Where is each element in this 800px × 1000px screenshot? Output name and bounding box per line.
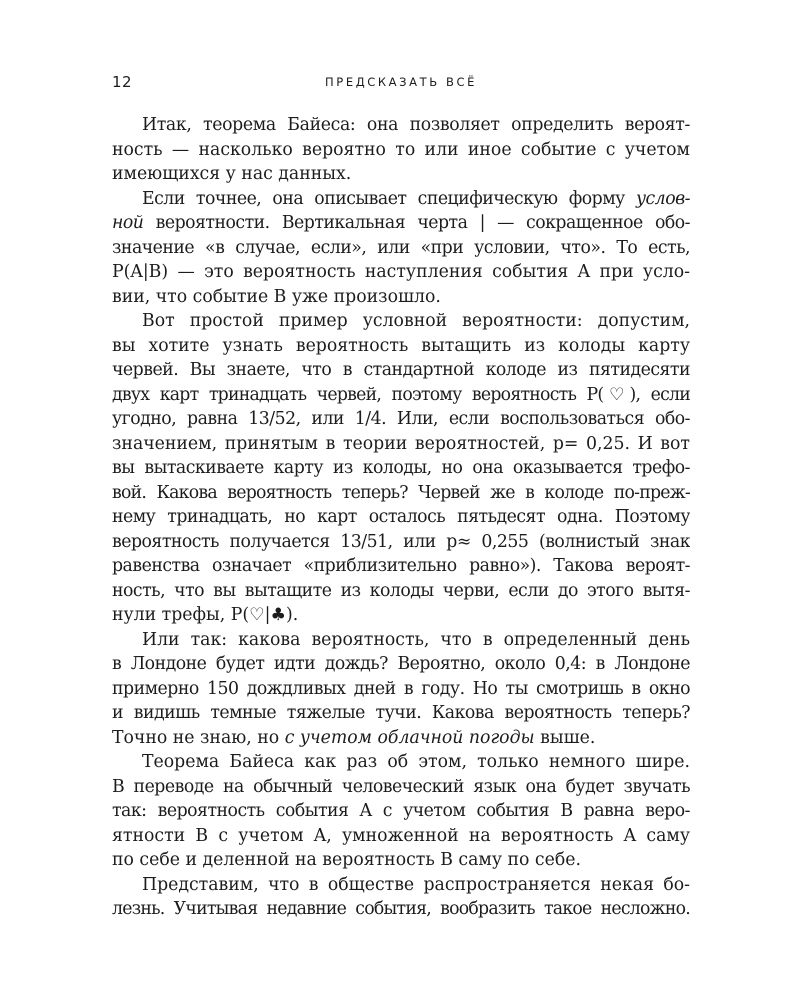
text-line: и видишь темные тяжелые тучи. Какова вероятность теперь?: [112, 703, 690, 723]
text-line: нему тринадцать, но карт осталось пятьдесят одна. Поэтому: [112, 507, 690, 527]
text-line: лезнь. Учитывая недавние события, вообразить такое несложно.: [112, 899, 690, 919]
text-line: нули трефы, P(♡|♣).: [112, 605, 299, 625]
page-number: 12: [112, 73, 133, 91]
text-line: вы вытаскиваете карту из колоды, но она оказывается трефо-: [112, 458, 690, 478]
text-line: ность, что вы вытащите из колоды черви, если до этого вытя-: [112, 580, 690, 601]
italic-term: ной: [112, 213, 144, 233]
text-line: Итак, теорема Байеса: она позволяет определить вероят-: [142, 115, 690, 135]
italic-term: услов-: [635, 188, 690, 209]
text-line: вой. Какова вероятность теперь? Червей же в колоде по-преж-: [112, 482, 690, 503]
text-line: значение «в случае, если», или «при условии, что». То есть,: [112, 237, 690, 258]
text-line: ятности B с учетом A, умноженной на вероятность A саму: [112, 825, 690, 846]
text-line: вероятность получается 13/51, или p≈ 0,255 (волнистый знак: [112, 531, 690, 552]
book-title: ПРЕДСКАЗАТЬ ВСЁ: [325, 75, 477, 89]
text-line: двух карт тринадцать червей, поэтому вероятность P(♡), если: [112, 384, 690, 405]
text-line: В переводе на обычный человеческий язык она будет звучать: [112, 776, 690, 797]
running-head: [112, 73, 690, 95]
text-line: в Лондоне будет идти дождь? Вероятно, около 0,4: в Лондоне: [112, 654, 690, 674]
text-line: примерно 150 дождливых дней в году. Но ты смотришь в окно: [112, 678, 690, 699]
text-line: значением, принятым в теории вероятностей, p= 0,25. И вот: [112, 433, 690, 454]
text-line: Точно не знаю, но с учетом облачной погоды выше.: [112, 727, 596, 748]
text-line: вы хотите узнать вероятность вытащить из колоды карту: [112, 335, 690, 356]
text-line: P(A|B) — это вероятность наступления события A при усло-: [112, 262, 690, 282]
text-line: червей. Вы знаете, что в стандартной колоде из пятидесяти: [112, 360, 690, 380]
text-line: вии, что событие B уже произошло.: [112, 286, 441, 307]
text-line: Или так: какова вероятность, что в определенный день: [142, 629, 690, 650]
text-line: Представим, что в обществе распространяется некая бо-: [142, 874, 690, 895]
text-line: равенства означает «приблизительно равно»). Такова вероят-: [112, 556, 690, 576]
text-line: Вот простой пример условной вероятности: допустим,: [142, 311, 690, 331]
text-line: ной вероятности. Вертикальная черта | — сокращенное обо-: [112, 213, 690, 233]
text-line: угодно, равна 13/52, или 1/4. Или, если воспользоваться обо-: [112, 409, 690, 429]
text-line: по себе и деленной на вероятность B саму по себе.: [112, 850, 581, 870]
italic-term: с учетом облачной погоды: [284, 727, 535, 748]
text-line: Если точнее, она описывает специфическую форму услов-: [142, 188, 690, 209]
text-line: Теорема Байеса как раз об этом, только немного шире.: [142, 752, 690, 772]
text-line: имеющихся у нас данных.: [112, 164, 352, 184]
text-line: ность — насколько вероятно то или иное событие с учетом: [112, 139, 690, 160]
body-text: [112, 113, 690, 922]
text-line: так: вероятность события A с учетом события B равна веро-: [112, 801, 690, 821]
